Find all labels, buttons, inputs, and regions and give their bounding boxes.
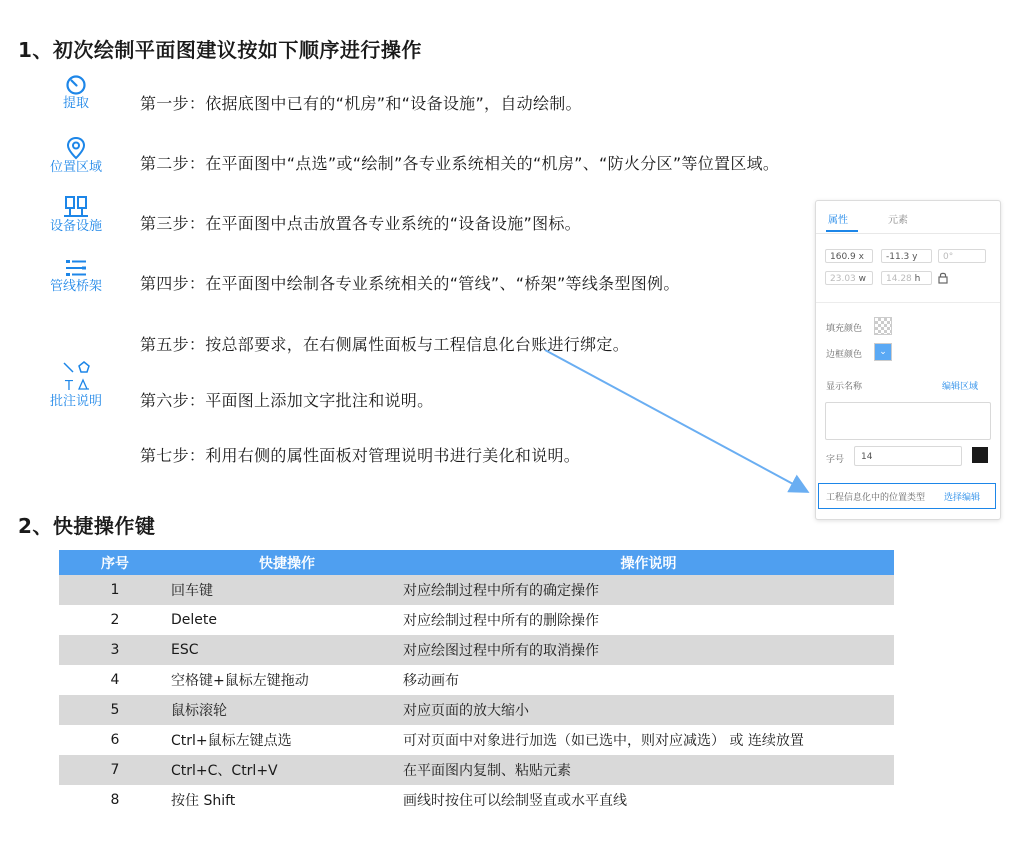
step-7: 第七步：利用右侧的属性面板对管理说明书进行美化和说明。: [140, 446, 581, 465]
row-description: 对应页面的放大缩小: [403, 695, 894, 725]
font-color-swatch[interactable]: [972, 447, 988, 463]
lock-icon[interactable]: [937, 271, 949, 285]
row-shortcut: 鼠标滚轮: [171, 695, 403, 725]
header-index: 序号: [59, 550, 171, 575]
row-description: 对应绘制过程中所有的删除操作: [403, 605, 894, 635]
row-description: 对应绘图过程中所有的取消操作: [403, 635, 894, 665]
row-index: 8: [59, 785, 171, 815]
table-header-row: [59, 550, 894, 575]
row-shortcut: 回车键: [171, 575, 403, 605]
table-row: [59, 725, 894, 755]
row-index: 3: [59, 635, 171, 665]
section2-title: 2、快捷操作键: [18, 514, 156, 538]
row-description: 对应绘制过程中所有的确定操作: [403, 575, 894, 605]
row-description: 可对页面中对象进行加选（如已选中，则对应减选） 或 连续放置: [403, 725, 894, 755]
location-type-row: [818, 483, 996, 509]
w-input[interactable]: [825, 271, 873, 285]
fill-color-swatch[interactable]: [874, 317, 892, 335]
row-index: 2: [59, 605, 171, 635]
text-tool-glyph: T: [65, 379, 73, 394]
table-row: [59, 605, 894, 635]
tool-location-area-label: 位置区域: [49, 160, 102, 175]
tool-annotation-label: 批注说明: [49, 394, 102, 409]
display-name-textarea[interactable]: [825, 402, 991, 440]
table-row: [59, 575, 894, 605]
table-row: [59, 665, 894, 695]
border-color-swatch[interactable]: ⌄: [874, 343, 892, 361]
panel-divider: [816, 302, 1000, 303]
shortcut-table: [59, 550, 894, 815]
row-index: 1: [59, 575, 171, 605]
tab-attributes[interactable]: 属性: [828, 215, 848, 226]
tab-elements[interactable]: 元素: [888, 215, 908, 226]
row-index: 7: [59, 755, 171, 785]
border-color-label: 边框颜色: [826, 350, 863, 360]
step-6: 第六步：平面图上添加文字批注和说明。: [140, 391, 434, 410]
font-size-label: 字号: [826, 455, 845, 465]
h-label: h: [914, 274, 921, 284]
tool-device-label: 设备设施: [49, 219, 102, 234]
select-edit-link[interactable]: 选择编辑: [944, 493, 981, 503]
step-3: 第三步：在平面图中点击放置各专业系统的“设备设施”图标。: [140, 214, 581, 233]
w-value: 23.03: [830, 274, 856, 284]
row-description: 移动画布: [403, 665, 894, 695]
step-4: 第四步：在平面图中绘制各专业系统相关的“管线”、“桥架”等线条型图例。: [140, 274, 680, 293]
step-1: 第一步：依据底图中已有的“机房”和“设备设施”，自动绘制。: [140, 94, 582, 113]
w-label: w: [858, 274, 867, 284]
header-shortcut: 快捷操作: [171, 550, 403, 575]
table-row: [59, 635, 894, 665]
h-value: 14.28: [886, 274, 912, 284]
x-label: x: [858, 252, 864, 262]
y-input[interactable]: [881, 249, 932, 263]
row-shortcut: Delete: [171, 605, 403, 635]
property-panel: [815, 200, 1001, 520]
row-index: 6: [59, 725, 171, 755]
row-description: 在平面图内复制、粘贴元素: [403, 755, 894, 785]
section1-title: 1、初次绘制平面图建议按如下顺序进行操作: [18, 38, 422, 62]
rotation-input[interactable]: 0°: [938, 249, 986, 263]
y-value: -11.3: [886, 252, 910, 262]
table-row: [59, 755, 894, 785]
fill-color-label: 填充颜色: [826, 324, 863, 334]
header-description: 操作说明: [403, 550, 894, 575]
table-row: [59, 695, 894, 725]
display-name-label: 显示名称: [826, 382, 863, 392]
row-index: 4: [59, 665, 171, 695]
row-index: 5: [59, 695, 171, 725]
step-2: 第二步：在平面图中“点选”或“绘制”各专业系统相关的“机房”、“防火分区”等位置区域。: [140, 154, 780, 173]
x-input[interactable]: [825, 249, 873, 263]
tool-extract-label: 提取: [62, 96, 89, 111]
x-value: 160.9: [830, 252, 856, 262]
step-5: 第五步：按总部要求，在右侧属性面板与工程信息化台账进行绑定。: [140, 335, 630, 354]
active-tab-indicator: [826, 230, 858, 232]
y-label: y: [912, 252, 918, 262]
row-shortcut: 空格键+鼠标左键拖动: [171, 665, 403, 695]
location-type-label: 工程信息化中的位置类型: [826, 493, 926, 503]
h-input[interactable]: [881, 271, 932, 285]
font-size-input[interactable]: 14: [854, 446, 962, 466]
row-shortcut: Ctrl+C、Ctrl+V: [171, 755, 403, 785]
row-shortcut: 按住 Shift: [171, 785, 403, 815]
row-shortcut: Ctrl+鼠标左键点选: [171, 725, 403, 755]
table-row: [59, 785, 894, 815]
row-description: 画线时按住可以绘制竖直或水平直线: [403, 785, 894, 815]
tool-pipeline-label: 管线桥架: [49, 279, 102, 294]
row-shortcut: ESC: [171, 635, 403, 665]
panel-tabs: [816, 201, 1000, 234]
edit-area-link[interactable]: 编辑区域: [942, 382, 979, 392]
